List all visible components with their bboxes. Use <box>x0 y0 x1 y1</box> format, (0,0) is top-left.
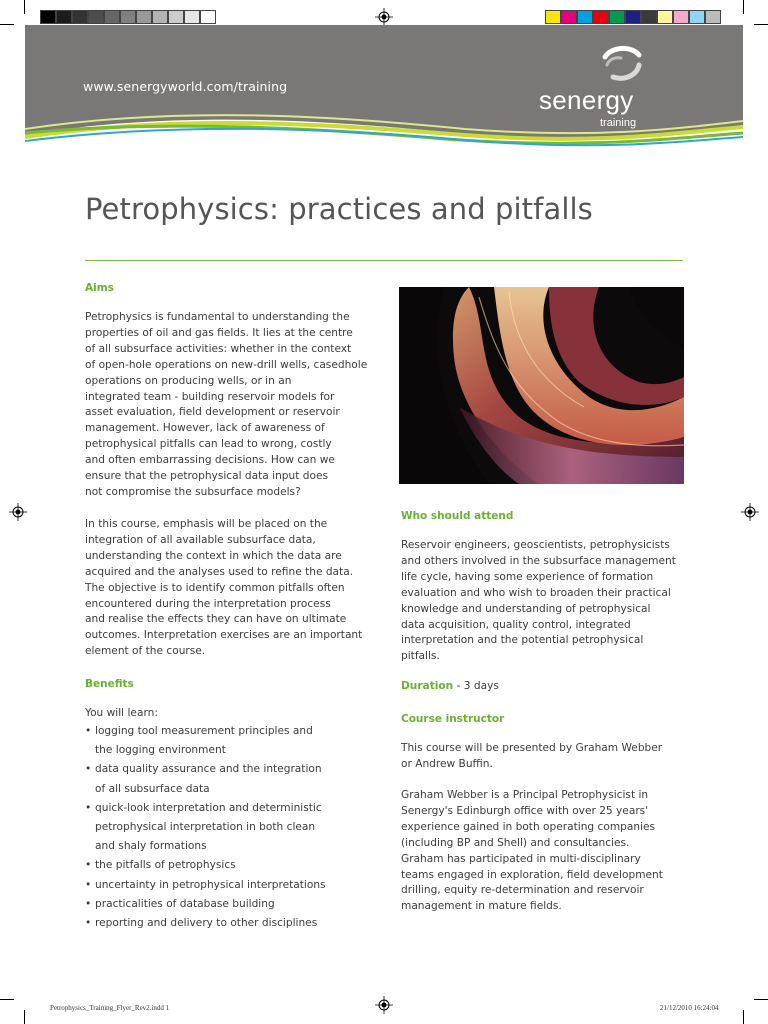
list-item <box>85 722 326 741</box>
registration-mark-icon <box>375 8 393 26</box>
list-item <box>85 799 326 818</box>
crop-mark <box>754 24 768 25</box>
text-line: Graham has participated in multi-disciplinary <box>401 852 641 865</box>
aims-heading: Aims <box>85 282 114 294</box>
benefits-list <box>85 722 326 933</box>
course-instructor-heading: Course instructor <box>401 713 505 725</box>
text-line: properties of oil and gas fields. It lies at the centre <box>85 326 353 339</box>
duration-line <box>401 680 499 692</box>
who-should-attend-text <box>401 538 676 665</box>
text-line: element of the course. <box>85 645 206 658</box>
bullet-icon: • <box>85 859 92 872</box>
text-line: This course will be presented by Graham Webber <box>401 742 663 754</box>
list-item-continuation <box>85 741 326 760</box>
text-line: data acquisition, quality control, integrated <box>401 618 631 631</box>
text-line: of open-hole operations on new-drill wells, casedhole <box>85 358 368 371</box>
bullet-icon: • <box>85 725 92 737</box>
text-line: integrated team - building reservoir models for <box>85 390 335 403</box>
grayscale-bar <box>40 10 216 24</box>
text-line: management in mature fields. <box>401 900 562 913</box>
list-item <box>85 856 326 875</box>
text-line: Graham Webber is a Principal Petrophysicist in <box>401 789 649 801</box>
text-line: acquired and the analyses used to refine the data. <box>85 565 354 578</box>
list-item-text: practicalities of database building <box>95 897 275 910</box>
crop-mark <box>754 999 768 1000</box>
crop-mark <box>743 1010 744 1024</box>
list-item-text: the pitfalls of petrophysics <box>95 859 236 872</box>
list-item-continuation <box>85 780 326 799</box>
list-item <box>85 760 326 779</box>
text-line: In this course, emphasis will be placed on the <box>85 518 328 530</box>
bullet-icon: • <box>85 897 92 910</box>
footer-timestamp: 21/12/2010 16:24:04 <box>660 1004 719 1012</box>
duration-value: - 3 days <box>453 680 499 692</box>
instructor-paragraph-2 <box>401 788 663 915</box>
header-banner <box>25 25 743 150</box>
text-line: evaluation and who wish to broaden their practical <box>401 586 671 599</box>
text-line: knowledge and understanding of petrophysical <box>401 602 651 615</box>
text-line: life cycle, having some experience of formation <box>401 570 654 583</box>
benefits-intro: You will learn: <box>85 707 158 719</box>
text-line: Senergy's Edinburgh office with over 25 years' <box>401 804 649 817</box>
canyon-image <box>399 287 684 484</box>
text-line: integration of all available subsurface data, <box>85 533 316 546</box>
text-line: petrophysical pitfalls can lead to wrong, costly <box>85 438 332 451</box>
text-line: encountered during the interpretation process <box>85 597 331 610</box>
crop-mark <box>743 0 744 14</box>
text-line: pitfalls. <box>401 650 440 663</box>
title-divider <box>85 260 683 261</box>
text-line: interpretation and the potential petrophysical <box>401 634 644 647</box>
list-item <box>85 876 326 895</box>
list-item-text: uncertainty in petrophysical interpretations <box>95 878 326 891</box>
list-item <box>85 895 326 914</box>
crop-mark <box>24 1010 25 1024</box>
list-item <box>85 914 326 933</box>
senergy-logo-icon <box>595 43 647 87</box>
crop-mark <box>0 999 14 1000</box>
text-line: asset evaluation, field development or reservoir <box>85 406 340 419</box>
list-item-text: logging tool measurement principles and <box>95 725 313 737</box>
list-item-text: and shaly formations <box>95 840 207 853</box>
canyon-photo <box>399 287 684 484</box>
who-should-attend-heading: Who should attend <box>401 510 514 522</box>
registration-mark-icon <box>741 503 759 521</box>
bullet-icon: • <box>85 878 92 891</box>
logo-wordmark: senergy <box>539 85 634 115</box>
bullet-icon: • <box>85 763 92 776</box>
text-line: Petrophysics is fundamental to understanding the <box>85 311 350 323</box>
footer-filename: Petrophysics_Training_Flyer_Rev2.indd 1 <box>50 1004 170 1012</box>
list-item-text: data quality assurance and the integration <box>95 763 322 776</box>
text-line: not compromise the subsurface models? <box>85 485 301 498</box>
logo-subtitle: training <box>600 117 637 129</box>
list-item-continuation <box>85 837 326 856</box>
text-line: and others involved in the subsurface management <box>401 554 676 567</box>
instructor-paragraph-1 <box>401 741 662 773</box>
crop-mark <box>24 0 25 14</box>
page-title: Petrophysics: practices and pitfalls <box>85 192 593 226</box>
list-item-text: the logging environment <box>95 744 226 757</box>
website-url[interactable]: www.senergyworld.com/training <box>83 79 288 94</box>
bullet-icon: • <box>85 801 92 814</box>
list-item-text: reporting and delivery to other disciplines <box>95 917 318 930</box>
color-bar <box>545 10 721 24</box>
text-line: or Andrew Buffin. <box>401 757 493 770</box>
bullet-icon: • <box>85 917 92 930</box>
registration-mark-icon <box>375 996 393 1014</box>
text-line: of all subsurface activities: whether in the context <box>85 342 352 355</box>
list-item-text: quick-look interpretation and deterministic <box>95 801 322 814</box>
text-line: experience gained in both operating companies <box>401 820 656 833</box>
duration-label: Duration <box>401 680 454 692</box>
text-line: and realise the effects they can have on ultimate <box>85 613 347 626</box>
aims-paragraph-1 <box>85 310 367 501</box>
text-line: management. However, lack of awareness of <box>85 422 325 435</box>
aims-paragraph-2 <box>85 517 362 660</box>
list-item-text: of all subsurface data <box>95 782 210 795</box>
benefits-heading: Benefits <box>85 678 134 690</box>
text-line: outcomes. Interpretation exercises are an important <box>85 629 363 642</box>
text-line: operations on producing wells, or in an <box>85 374 292 387</box>
text-line: drilling, equity re-determination and reservoir <box>401 884 644 897</box>
text-line: (including BP and Shell) and consultancies. <box>401 836 630 849</box>
text-line: teams engaged in exploration, field development <box>401 868 663 881</box>
list-item-continuation <box>85 818 326 837</box>
registration-mark-icon <box>9 503 27 521</box>
text-line: The objective is to identify common pitfalls often <box>85 581 345 594</box>
text-line: Reservoir engineers, geoscientists, petrophysicists <box>401 539 670 551</box>
text-line: ensure that the petrophysical data input does <box>85 470 328 483</box>
text-line: understanding the context in which the data are <box>85 549 342 562</box>
text-line: and often embarrassing decisions. How can we <box>85 454 335 467</box>
list-item-text: petrophysical interpretation in both clean <box>95 821 316 834</box>
crop-mark <box>0 24 14 25</box>
